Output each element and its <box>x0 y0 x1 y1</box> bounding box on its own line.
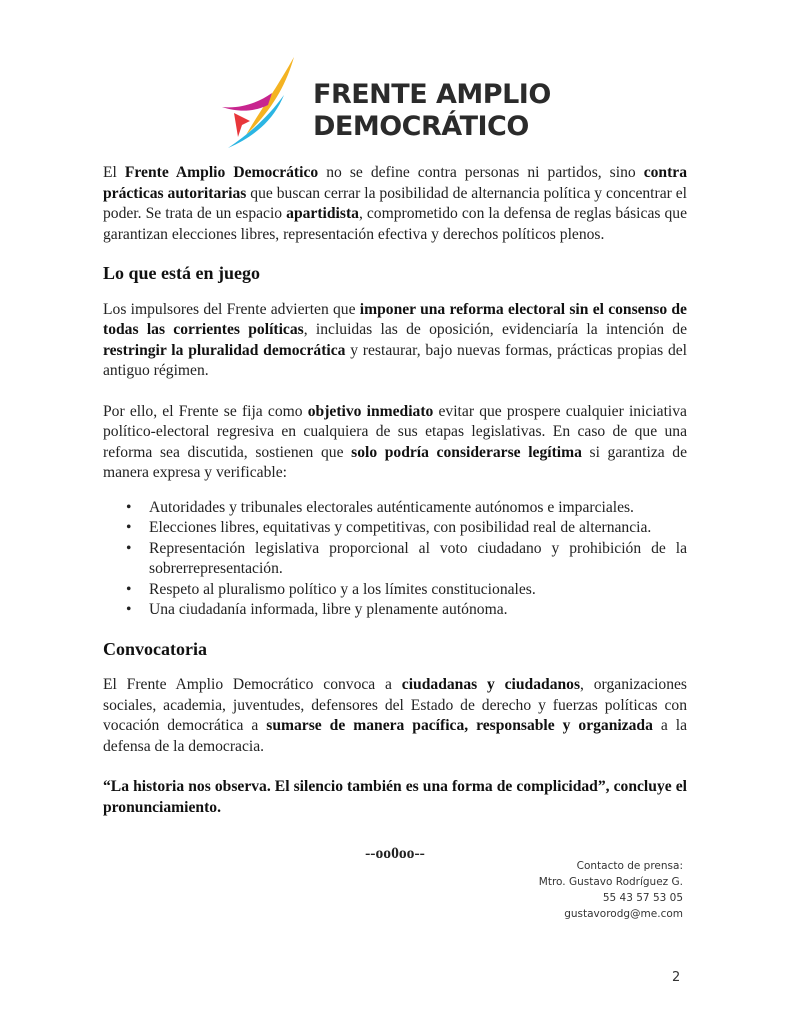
list-item: • Una ciudadanía informada, libre y plenamente autónoma. <box>149 600 687 621</box>
body-text: evitar que prospere cualquier iniciativa político-electoral regresiva en cualquiera de sus etapas legislativas. En caso de que una reforma sea discutida, sostienen que <box>103 402 687 461</box>
emphasis-text: apartidista <box>286 205 359 222</box>
body-text: a la defensa de la democracia. <box>103 717 688 755</box>
bullet-icon: • <box>126 601 132 618</box>
body-text: El Frente Amplio Democrático convoca a <box>103 676 402 693</box>
contact-name: Mtro. Gustavo Rodríguez G. <box>538 876 683 888</box>
body-text: , organizaciones sociales, academia, juventudes, defensores del Estado de derecho y fuerzas políticas con vocación democrática a <box>103 676 687 734</box>
emphasis-text: solo podría considerarse legítima <box>351 443 582 461</box>
contact-label: Contacto de prensa: <box>576 860 683 872</box>
stakes-paragraph-1 <box>103 300 687 382</box>
bullet-icon: • <box>126 519 132 536</box>
body-text: si garantiza de manera expresa y verificable: <box>103 443 688 481</box>
list-item: • Representación legislativa proporcional al voto ciudadano y prohibición de la sobrerrepresentación. <box>126 539 687 577</box>
logo-wordmark <box>313 79 551 143</box>
emphasis-text: Frente Amplio Democrático <box>124 164 319 181</box>
call-paragraph <box>103 675 687 757</box>
logo <box>220 55 580 150</box>
body-text: , incluidas las de oposición, evidenciaría la intención de <box>303 321 687 338</box>
guarantees-list <box>103 498 687 621</box>
emphasis-text: restringir la pluralidad democrática <box>103 341 346 359</box>
intro-paragraph <box>103 163 687 245</box>
section-heading-stakes: Lo que está en juego <box>103 263 260 283</box>
body-text: y restaurar, bajo nuevas formas, prácticas propias del antiguo régimen. <box>103 341 687 379</box>
emphasis-text: imponer una reforma electoral sin el consenso de todas las corrientes políticas <box>103 300 687 338</box>
bullet-icon: • <box>126 498 132 516</box>
contact-phone: 55 43 57 53 05 <box>602 892 683 904</box>
page-number: 2 <box>672 970 681 985</box>
separator: --oo0oo-- <box>365 845 425 862</box>
bullet-icon: • <box>126 539 132 557</box>
emphasis-text: objetivo inmediato <box>307 402 434 420</box>
body-text: , comprometido con la defensa de reglas básicas que garantizan elecciones libres, representación efectiva y derechos políticos plenos. <box>103 205 687 243</box>
logo-mark-icon <box>220 55 300 150</box>
body-text: Por ello, el Frente se fija como <box>103 402 308 420</box>
body-text: El <box>103 164 125 181</box>
emphasis-text: ciudadanas y ciudadanos <box>401 676 581 693</box>
body-text: Los impulsores del Frente advierten que <box>103 300 360 318</box>
contact-email[interactable]: gustavorodg@me.com <box>564 908 683 920</box>
logo-line-1: FRENTE AMPLIO <box>313 79 551 110</box>
section-heading-call: Convocatoria <box>103 638 207 659</box>
list-item: • Autoridades y tribunales electorales auténticamente autónomos e imparciales. <box>149 498 687 519</box>
logo-line-2: DEMOCRÁTICO <box>313 111 529 142</box>
emphasis-text: sumarse de manera pacífica, responsable y organizada <box>266 717 653 734</box>
document-body <box>103 163 687 865</box>
list-item: • Elecciones libres, equitativas y competitivas, con posibilidad real de alternancia. <box>149 518 687 539</box>
press-contact <box>539 858 683 922</box>
closing-quote: “La historia nos observa. El silencio también es una forma de complicidad”, concluye el pronunciamiento. <box>103 778 687 816</box>
body-text: no se define contra personas ni partidos, sino <box>318 164 644 181</box>
body-text: que buscan cerrar la posibilidad de alternancia política y concentrar el poder. Se trata de un espacio <box>103 184 687 222</box>
stakes-paragraph-2 <box>103 402 687 484</box>
bullet-icon: • <box>126 580 132 598</box>
emphasis-text: contra prácticas autoritarias <box>103 164 688 202</box>
list-item: • Respeto al pluralismo político y a los límites constitucionales. <box>149 580 687 601</box>
